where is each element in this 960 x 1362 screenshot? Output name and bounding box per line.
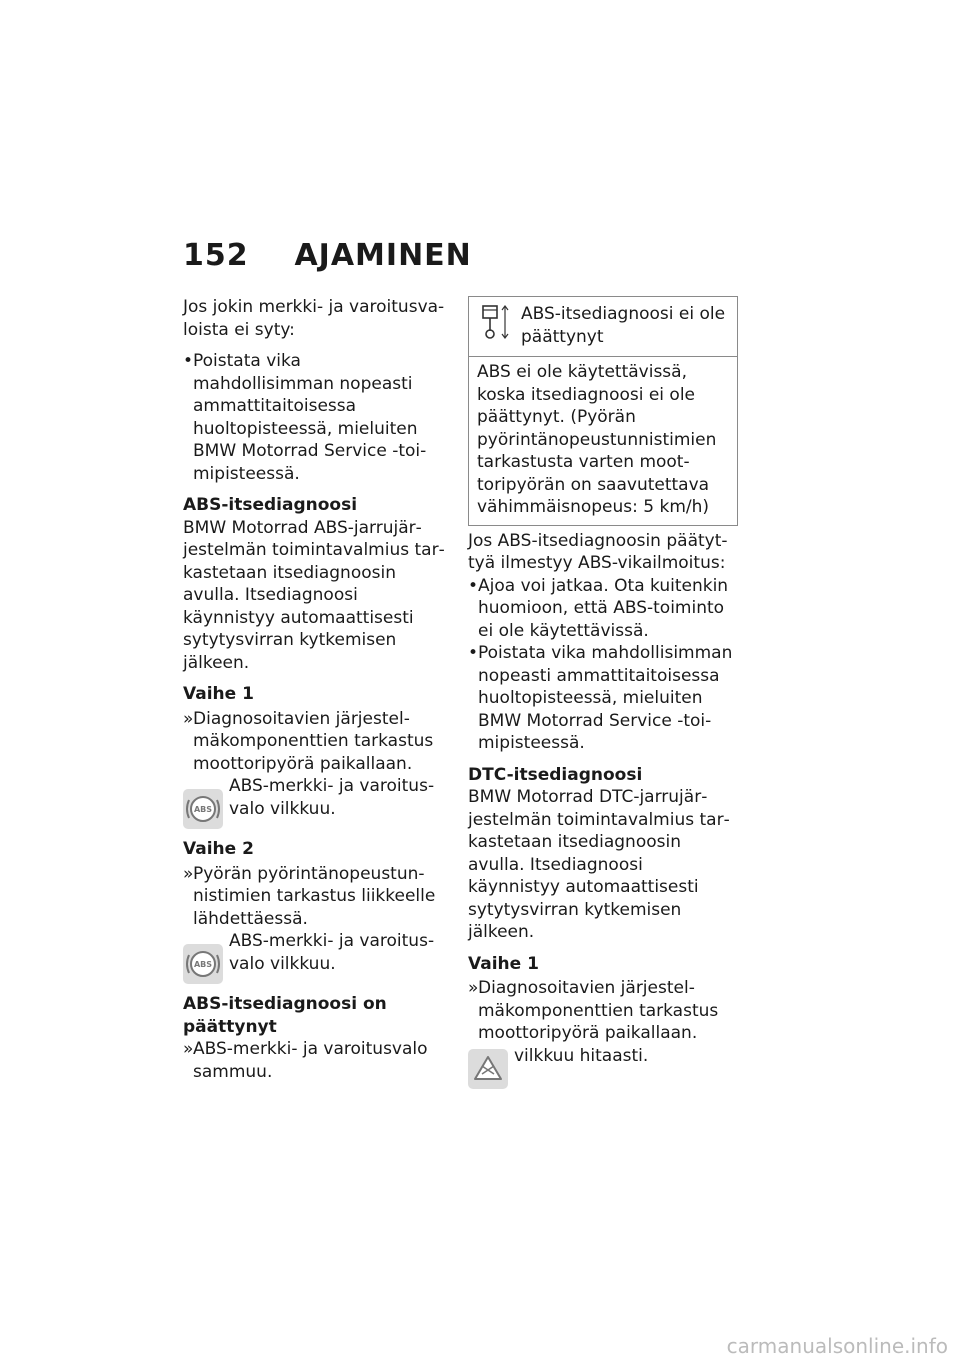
- abs-step2-action: » Pyörän pyörintänopeustunnistimien tarkastus liikkeelle lähdettäessä.: [183, 863, 445, 931]
- dtc-step1-result-text: vilkkuu hitaasti.: [514, 1045, 649, 1066]
- list-item: • Poistata vika mahdollisimman nopeasti ammattitaitoisessa huoltopisteessä, mieluiten BMW Motorrad Service -toimipisteessä.: [468, 642, 738, 755]
- abs-step2-result-text: ABS-merkki- ja varoitusvalo vilkkuu.: [229, 931, 435, 974]
- warning-box: [468, 296, 738, 526]
- abs-fault-text: Jos ABS-itsediagnoosin päätyttyä ilmestyy ABS-vikailmoitus:: [468, 530, 728, 573]
- dtc-step1-result: [468, 1045, 738, 1089]
- page-number: 152: [183, 238, 249, 273]
- abs-step1-result: [183, 775, 445, 829]
- intro-text: Jos jokin merkki- ja varoitusvaloista ei syty:: [183, 297, 445, 340]
- abs-step1-action: » Diagnosoitavien järjestelmäkomponenttien tarkastus moottoripyörä paikallaan.: [183, 708, 445, 776]
- right-column: [468, 296, 738, 1098]
- warning-box-title: ABS-itsediagnoosi ei ole päättynyt: [521, 304, 726, 347]
- watermark: carmanualsonline.info: [726, 1334, 948, 1358]
- abs-warning-icon: [183, 789, 223, 829]
- dtc-section-text: BMW Motorrad DTC-jarrujärjestelmän toimintavalmius tarkastetaan itsediagnoosin avulla. Itsediagnoosi käynnistyy automaattisesti sytytysvirran kytkemisen jälkeen.: [468, 787, 730, 942]
- warning-box-header: [469, 297, 737, 357]
- abs-step2-heading: Vaihe 2: [183, 839, 254, 859]
- abs-section-heading: ABS-itsediagnoosi: [183, 495, 358, 515]
- abs-step2-result: [183, 930, 445, 984]
- svg-text:ABS: ABS: [193, 805, 213, 814]
- dtc-warning-triangle-icon: [468, 1049, 508, 1089]
- dtc-step1-heading: Vaihe 1: [468, 953, 539, 974]
- list-item: • Ajoa voi jatkaa. Ota kuitenkin huomioon, että ABS-toiminto ei ole käytettävissä.: [468, 575, 738, 643]
- abs-warning-icon: [183, 944, 223, 984]
- abs-step1-result-text: ABS-merkki- ja varoitusvalo vilkkuu.: [229, 776, 435, 819]
- list-item: • Poistata vika mahdollisimman nopeasti ammattitaitoisessa huoltopisteessä, mieluiten BMW Motorrad Service -toimipisteessä.: [183, 350, 445, 485]
- piston-service-icon: [477, 303, 511, 341]
- abs-fault-bullet-list: [468, 575, 738, 755]
- abs-done-action: » ABS-merkki- ja varoitusvalo sammuu.: [183, 1038, 445, 1083]
- left-column: [183, 296, 445, 1083]
- dtc-section-heading: DTC-itsediagnoosi: [468, 764, 643, 785]
- abs-done-heading: ABS-itsediagnoosi on päättynyt: [183, 994, 387, 1037]
- abs-step1-heading: Vaihe 1: [183, 684, 254, 704]
- page-header: [183, 238, 472, 273]
- abs-section-text: BMW Motorrad ABS-jarrujärjestelmän toimintavalmius tarkastetaan itsediagnoosin avulla. Itsediagnoosi käynnistyy automaattisesti sytytysvirran kytkemisen jälkeen.: [183, 517, 445, 673]
- warning-box-body: ABS ei ole käytettävissä, koska itsediagnoosi ei ole päättynyt. (Pyörän pyörintänopeustunnistimien tarkastusta varten moottoripyörän on saavutettava vähimmäisnopeus: 5 km/h): [477, 362, 717, 517]
- page-title: AJAMINEN: [294, 238, 472, 273]
- dtc-step1-action: » Diagnosoitavien järjestelmäkomponenttien tarkastus moottoripyörä paikallaan.: [468, 977, 738, 1045]
- svg-text:ABS: ABS: [193, 960, 213, 969]
- intro-bullet-list: [183, 350, 445, 485]
